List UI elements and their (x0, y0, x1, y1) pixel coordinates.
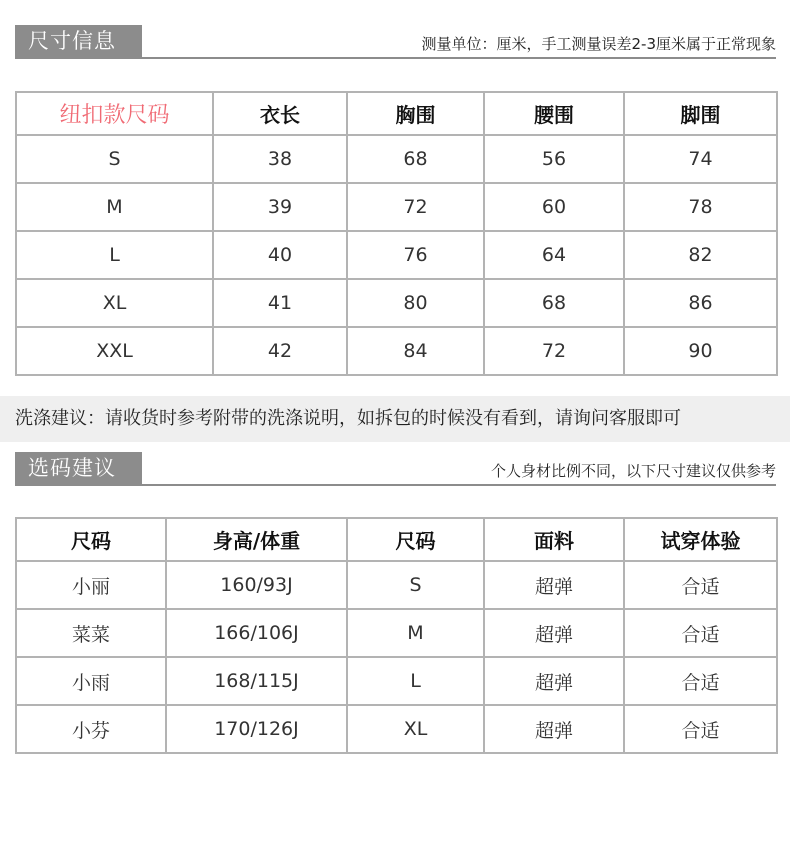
col-header-size: 尺码 (347, 518, 484, 561)
table-cell: 小丽 (16, 561, 166, 609)
table-cell: L (347, 657, 484, 705)
table-cell: 80 (347, 279, 484, 327)
table-cell: 68 (484, 279, 624, 327)
table-cell: 74 (624, 135, 777, 183)
col-header-model: 尺码 (16, 518, 166, 561)
measurement-note: 测量单位：厘米，手工测量误差2-3厘米属于正常现象 (421, 35, 776, 53)
table-cell: 39 (213, 183, 347, 231)
col-header-hem: 脚围 (624, 92, 777, 135)
table-row (16, 183, 777, 231)
table-cell: 72 (484, 327, 624, 375)
table-cell: 合适 (624, 561, 777, 609)
table-cell: 42 (213, 327, 347, 375)
table-cell: XL (16, 279, 213, 327)
col-header-fit: 试穿体验 (624, 518, 777, 561)
table-cell: 合适 (624, 657, 777, 705)
col-header-fabric: 面料 (484, 518, 624, 561)
wash-advice: 洗涤建议：请收货时参考附带的洗涤说明，如拆包的时候没有看到，请询问客服即可 (0, 396, 790, 442)
table-row (16, 279, 777, 327)
table-cell: 38 (213, 135, 347, 183)
table-row (16, 657, 777, 705)
table-cell: 合适 (624, 705, 777, 753)
table-cell: 76 (347, 231, 484, 279)
fit-advice-title: 选码建议 (15, 452, 142, 484)
header-divider (15, 484, 776, 486)
table-cell: L (16, 231, 213, 279)
table-cell: 60 (484, 183, 624, 231)
col-header-chest: 胸围 (347, 92, 484, 135)
col-header-size: 纽扣款尺码 (16, 92, 213, 135)
table-cell: XXL (16, 327, 213, 375)
table-cell: 68 (347, 135, 484, 183)
table-cell: 超弹 (484, 561, 624, 609)
table-cell: 168/115J (166, 657, 347, 705)
table-cell: 170/126J (166, 705, 347, 753)
header-divider (15, 57, 776, 59)
col-header-length: 衣长 (213, 92, 347, 135)
fit-advice-header (15, 452, 776, 486)
table-row (16, 705, 777, 753)
table-cell: 90 (624, 327, 777, 375)
table-cell: 超弹 (484, 609, 624, 657)
table-cell: 166/106J (166, 609, 347, 657)
table-row (16, 135, 777, 183)
table-cell: 小芬 (16, 705, 166, 753)
size-table-header-row (16, 92, 777, 135)
fit-table-header-row (16, 518, 777, 561)
table-cell: 超弹 (484, 705, 624, 753)
fit-table (15, 517, 778, 754)
table-cell: 菜菜 (16, 609, 166, 657)
table-cell: 72 (347, 183, 484, 231)
table-row (16, 327, 777, 375)
size-table (15, 91, 778, 376)
table-cell: 超弹 (484, 657, 624, 705)
table-row (16, 231, 777, 279)
col-header-waist: 腰围 (484, 92, 624, 135)
table-cell: 小雨 (16, 657, 166, 705)
table-cell: S (16, 135, 213, 183)
size-info-header (15, 25, 776, 59)
size-info-title: 尺寸信息 (15, 25, 142, 57)
table-cell: 84 (347, 327, 484, 375)
col-header-height-weight: 身高/体重 (166, 518, 347, 561)
table-cell: 合适 (624, 609, 777, 657)
table-cell: 64 (484, 231, 624, 279)
table-cell: 78 (624, 183, 777, 231)
table-cell: 86 (624, 279, 777, 327)
table-cell: 160/93J (166, 561, 347, 609)
table-cell: 56 (484, 135, 624, 183)
fit-note: 个人身材比例不同，以下尺寸建议仅供参考 (490, 462, 776, 480)
table-row (16, 609, 777, 657)
table-cell: M (347, 609, 484, 657)
table-row (16, 561, 777, 609)
table-cell: S (347, 561, 484, 609)
table-cell: 82 (624, 231, 777, 279)
table-cell: XL (347, 705, 484, 753)
table-cell: M (16, 183, 213, 231)
table-cell: 40 (213, 231, 347, 279)
table-cell: 41 (213, 279, 347, 327)
